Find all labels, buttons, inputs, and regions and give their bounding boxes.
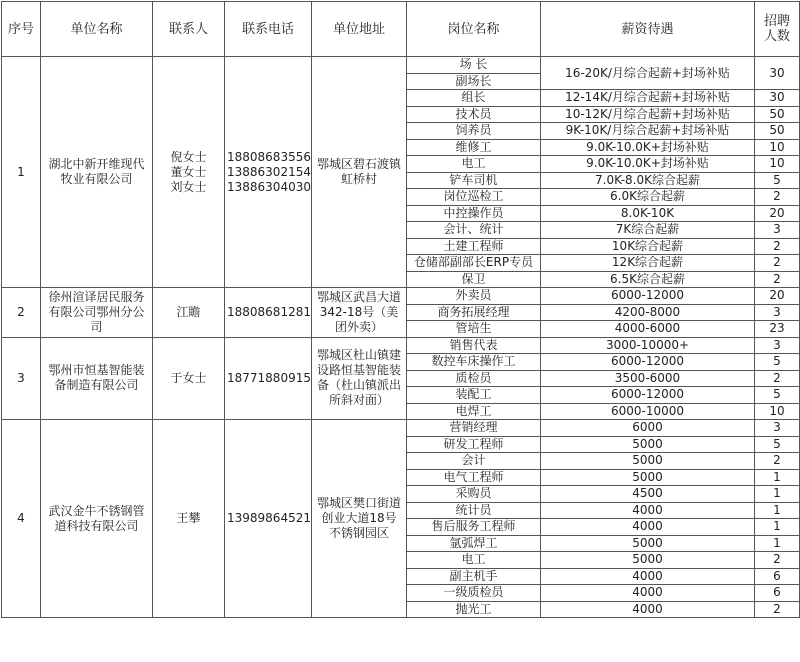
headcount: 1 — [755, 535, 800, 552]
salary: 6000-12000 — [541, 354, 755, 371]
position-title: 装配工 — [407, 387, 541, 404]
salary: 12K综合起薪 — [541, 255, 755, 272]
headcount: 1 — [755, 519, 800, 536]
position-title: 保卫 — [407, 271, 541, 288]
company-name: 徐州渲译居民服务 有限公司鄂州分公 司 — [41, 288, 153, 338]
header-index: 序号 — [2, 2, 41, 57]
position-title: 会计 — [407, 453, 541, 470]
headcount: 1 — [755, 469, 800, 486]
job-listing-table — [1, 1, 800, 618]
position-title: 管培生 — [407, 321, 541, 338]
table-body — [2, 57, 800, 618]
salary: 6000-12000 — [541, 387, 755, 404]
position-title: 电焊工 — [407, 403, 541, 420]
headcount: 5 — [755, 354, 800, 371]
position-title: 研发工程师 — [407, 436, 541, 453]
contact-phone: 18771880915 — [225, 337, 312, 420]
salary: 4200-8000 — [541, 304, 755, 321]
salary: 5000 — [541, 535, 755, 552]
header-position: 岗位名称 — [407, 2, 541, 57]
salary: 5000 — [541, 436, 755, 453]
headcount: 10 — [755, 139, 800, 156]
table-row — [2, 420, 800, 437]
position-title: 质检员 — [407, 370, 541, 387]
salary: 4000 — [541, 585, 755, 602]
salary: 16-20K/月综合起薪+封场补贴 — [541, 57, 755, 90]
position-title: 抛光工 — [407, 601, 541, 618]
company-address: 鄂城区武昌大道 342-18号（美 团外卖） — [312, 288, 407, 338]
position-title: 采购员 — [407, 486, 541, 503]
position-title: 铲车司机 — [407, 172, 541, 189]
salary: 7.0K-8.0K综合起薪 — [541, 172, 755, 189]
salary: 4500 — [541, 486, 755, 503]
company-name: 武汉金牛不锈钢管 道科技有限公司 — [41, 420, 153, 618]
company-index: 2 — [2, 288, 41, 338]
salary: 6.0K综合起薪 — [541, 189, 755, 206]
header-contact: 联系人 — [153, 2, 225, 57]
position-title: 售后服务工程师 — [407, 519, 541, 536]
salary: 5000 — [541, 469, 755, 486]
salary: 12-14K/月综合起薪+封场补贴 — [541, 90, 755, 107]
position-title: 外卖员 — [407, 288, 541, 305]
headcount: 10 — [755, 403, 800, 420]
headcount: 3 — [755, 420, 800, 437]
position-title: 技术员 — [407, 106, 541, 123]
salary: 4000 — [541, 601, 755, 618]
position-title: 数控车床操作工 — [407, 354, 541, 371]
salary: 8.0K-10K — [541, 205, 755, 222]
headcount: 6 — [755, 585, 800, 602]
salary: 5000 — [541, 552, 755, 569]
salary: 10-12K/月综合起薪+封场补贴 — [541, 106, 755, 123]
position-title: 副主机手 — [407, 568, 541, 585]
headcount: 2 — [755, 552, 800, 569]
headcount: 3 — [755, 222, 800, 239]
position-title: 饲养员 — [407, 123, 541, 140]
headcount: 30 — [755, 90, 800, 107]
salary: 10K综合起薪 — [541, 238, 755, 255]
headcount: 5 — [755, 172, 800, 189]
contact-person: 倪女士 董女士 刘女士 — [153, 57, 225, 288]
company-index: 3 — [2, 337, 41, 420]
salary: 4000 — [541, 568, 755, 585]
position-title: 土建工程师 — [407, 238, 541, 255]
headcount: 2 — [755, 453, 800, 470]
company-address: 鄂城区碧石渡镇 虹桥村 — [312, 57, 407, 288]
headcount: 50 — [755, 123, 800, 140]
salary: 7K综合起薪 — [541, 222, 755, 239]
header-row — [2, 2, 800, 57]
contact-person: 王攀 — [153, 420, 225, 618]
company-address: 鄂城区樊口街道 创业大道18号 不锈钢园区 — [312, 420, 407, 618]
position-title: 电气工程师 — [407, 469, 541, 486]
headcount: 2 — [755, 601, 800, 618]
company-index: 1 — [2, 57, 41, 288]
position-title: 中控操作员 — [407, 205, 541, 222]
contact-person: 江瞻 — [153, 288, 225, 338]
headcount: 50 — [755, 106, 800, 123]
position-title: 仓储部副部长ERP专员 — [407, 255, 541, 272]
salary: 4000-6000 — [541, 321, 755, 338]
salary: 4000 — [541, 519, 755, 536]
headcount: 3 — [755, 304, 800, 321]
headcount: 1 — [755, 502, 800, 519]
headcount: 1 — [755, 486, 800, 503]
company-name: 鄂州市恒基智能装 备制造有限公司 — [41, 337, 153, 420]
salary: 3000-10000+ — [541, 337, 755, 354]
headcount: 2 — [755, 189, 800, 206]
position-title: 副场长 — [407, 73, 541, 90]
position-title: 氩弧焊工 — [407, 535, 541, 552]
company-index: 4 — [2, 420, 41, 618]
headcount: 2 — [755, 238, 800, 255]
position-title: 电工 — [407, 156, 541, 173]
position-title: 组长 — [407, 90, 541, 107]
position-title: 销售代表 — [407, 337, 541, 354]
company-name: 湖北中新开维现代 牧业有限公司 — [41, 57, 153, 288]
position-title: 场 长 — [407, 57, 541, 74]
salary: 6000-12000 — [541, 288, 755, 305]
headcount: 20 — [755, 205, 800, 222]
position-title: 营销经理 — [407, 420, 541, 437]
position-title: 会计、统计 — [407, 222, 541, 239]
company-address: 鄂城区杜山镇建 设路恒基智能装 备（杜山镇派出 所斜对面） — [312, 337, 407, 420]
header-phone: 联系电话 — [225, 2, 312, 57]
headcount: 20 — [755, 288, 800, 305]
position-title: 岗位巡检工 — [407, 189, 541, 206]
contact-person: 于女士 — [153, 337, 225, 420]
headcount: 3 — [755, 337, 800, 354]
salary: 4000 — [541, 502, 755, 519]
salary: 9.0K-10.0K+封场补贴 — [541, 139, 755, 156]
headcount: 30 — [755, 57, 800, 90]
table-row — [2, 57, 800, 74]
salary: 5000 — [541, 453, 755, 470]
salary: 3500-6000 — [541, 370, 755, 387]
header-count: 招聘 人数 — [755, 2, 800, 57]
headcount: 6 — [755, 568, 800, 585]
headcount: 23 — [755, 321, 800, 338]
header-address: 单位地址 — [312, 2, 407, 57]
header-salary: 薪资待遇 — [541, 2, 755, 57]
position-title: 维修工 — [407, 139, 541, 156]
salary: 6000 — [541, 420, 755, 437]
position-title: 一级质检员 — [407, 585, 541, 602]
headcount: 2 — [755, 271, 800, 288]
contact-phone: 13989864521 — [225, 420, 312, 618]
table-row — [2, 337, 800, 354]
salary: 6000-10000 — [541, 403, 755, 420]
table-row — [2, 288, 800, 305]
position-title: 统计员 — [407, 502, 541, 519]
headcount: 10 — [755, 156, 800, 173]
contact-phone: 18808681281 — [225, 288, 312, 338]
headcount: 2 — [755, 370, 800, 387]
headcount: 2 — [755, 255, 800, 272]
contact-phone: 18808683556 13886302154 13886304030 — [225, 57, 312, 288]
salary: 9.0K-10.0K+封场补贴 — [541, 156, 755, 173]
headcount: 5 — [755, 387, 800, 404]
header-company: 单位名称 — [41, 2, 153, 57]
headcount: 5 — [755, 436, 800, 453]
position-title: 电工 — [407, 552, 541, 569]
salary: 6.5K综合起薪 — [541, 271, 755, 288]
position-title: 商务拓展经理 — [407, 304, 541, 321]
salary: 9K-10K/月综合起薪+封场补贴 — [541, 123, 755, 140]
